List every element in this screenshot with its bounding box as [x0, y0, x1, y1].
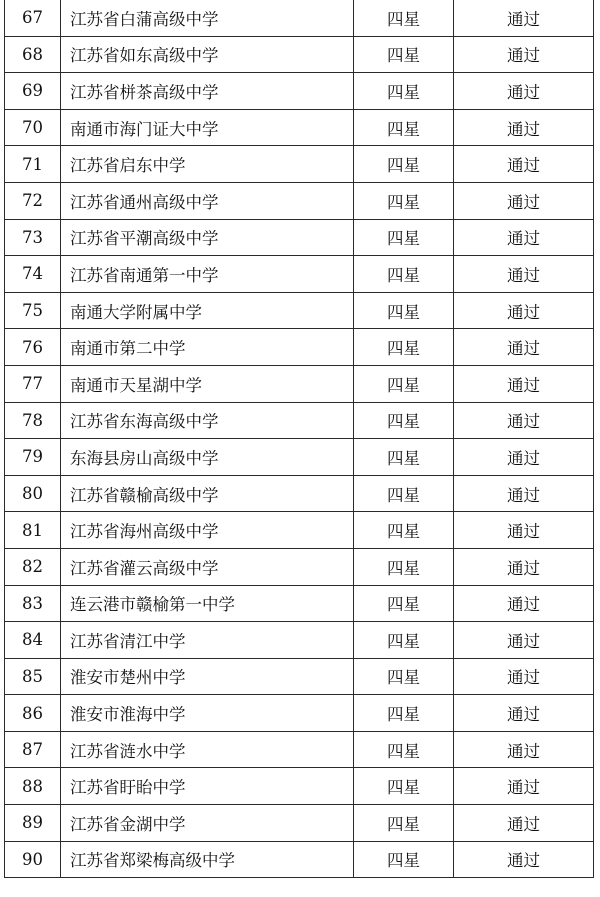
star-rating: 四星 [354, 475, 454, 512]
school-name: 南通市天星湖中学 [61, 365, 354, 402]
school-name: 江苏省通州高级中学 [61, 182, 354, 219]
evaluation-result: 通过 [454, 256, 594, 293]
row-number: 68 [5, 36, 61, 73]
row-number: 78 [5, 402, 61, 439]
table-row [5, 548, 594, 585]
table-row [5, 658, 594, 695]
table-row [5, 329, 594, 366]
table-row [5, 256, 594, 293]
table-row [5, 109, 594, 146]
evaluation-result: 通过 [454, 182, 594, 219]
row-number: 70 [5, 109, 61, 146]
school-name: 东海县房山高级中学 [61, 439, 354, 476]
table-row [5, 805, 594, 842]
row-number: 87 [5, 731, 61, 768]
star-rating: 四星 [354, 329, 454, 366]
row-number: 69 [5, 73, 61, 110]
evaluation-result: 通过 [454, 768, 594, 805]
star-rating: 四星 [354, 0, 454, 36]
star-rating: 四星 [354, 695, 454, 732]
table-row [5, 73, 594, 110]
table-row [5, 182, 594, 219]
table-row [5, 512, 594, 549]
school-name: 南通市第二中学 [61, 329, 354, 366]
school-name: 淮安市淮海中学 [61, 695, 354, 732]
school-evaluation-table [4, 0, 594, 878]
star-rating: 四星 [354, 439, 454, 476]
star-rating: 四星 [354, 622, 454, 659]
table-row [5, 731, 594, 768]
school-name: 江苏省清江中学 [61, 622, 354, 659]
evaluation-result: 通过 [454, 36, 594, 73]
row-number: 79 [5, 439, 61, 476]
table-row [5, 402, 594, 439]
star-rating: 四星 [354, 585, 454, 622]
school-name: 淮安市楚州中学 [61, 658, 354, 695]
star-rating: 四星 [354, 365, 454, 402]
row-number: 82 [5, 548, 61, 585]
star-rating: 四星 [354, 109, 454, 146]
evaluation-result: 通过 [454, 219, 594, 256]
school-name: 连云港市赣榆第一中学 [61, 585, 354, 622]
evaluation-result: 通过 [454, 109, 594, 146]
school-name: 江苏省白蒲高级中学 [61, 0, 354, 36]
star-rating: 四星 [354, 512, 454, 549]
star-rating: 四星 [354, 182, 454, 219]
evaluation-result: 通过 [454, 292, 594, 329]
school-name: 江苏省平潮高级中学 [61, 219, 354, 256]
table-row [5, 841, 594, 878]
evaluation-result: 通过 [454, 731, 594, 768]
school-name: 江苏省南通第一中学 [61, 256, 354, 293]
row-number: 76 [5, 329, 61, 366]
table-row [5, 36, 594, 73]
school-name: 江苏省金湖中学 [61, 805, 354, 842]
row-number: 71 [5, 146, 61, 183]
evaluation-result: 通过 [454, 658, 594, 695]
school-name: 江苏省栟茶高级中学 [61, 73, 354, 110]
star-rating: 四星 [354, 256, 454, 293]
school-name: 江苏省郑梁梅高级中学 [61, 841, 354, 878]
row-number: 83 [5, 585, 61, 622]
table-row [5, 0, 594, 36]
table-body [5, 0, 594, 878]
evaluation-result: 通过 [454, 548, 594, 585]
row-number: 88 [5, 768, 61, 805]
evaluation-result: 通过 [454, 439, 594, 476]
table-row [5, 439, 594, 476]
evaluation-result: 通过 [454, 841, 594, 878]
star-rating: 四星 [354, 805, 454, 842]
school-name: 江苏省灌云高级中学 [61, 548, 354, 585]
school-name: 江苏省海州高级中学 [61, 512, 354, 549]
row-number: 81 [5, 512, 61, 549]
school-name: 江苏省启东中学 [61, 146, 354, 183]
row-number: 67 [5, 0, 61, 36]
evaluation-result: 通过 [454, 402, 594, 439]
star-rating: 四星 [354, 73, 454, 110]
school-name: 江苏省东海高级中学 [61, 402, 354, 439]
table-row [5, 768, 594, 805]
evaluation-result: 通过 [454, 329, 594, 366]
row-number: 73 [5, 219, 61, 256]
table-row [5, 219, 594, 256]
evaluation-result: 通过 [454, 695, 594, 732]
row-number: 72 [5, 182, 61, 219]
row-number: 90 [5, 841, 61, 878]
table-row [5, 622, 594, 659]
star-rating: 四星 [354, 292, 454, 329]
evaluation-result: 通过 [454, 365, 594, 402]
evaluation-result: 通过 [454, 622, 594, 659]
school-name: 南通大学附属中学 [61, 292, 354, 329]
star-rating: 四星 [354, 402, 454, 439]
table-row [5, 292, 594, 329]
evaluation-result: 通过 [454, 0, 594, 36]
school-name: 江苏省如东高级中学 [61, 36, 354, 73]
evaluation-result: 通过 [454, 805, 594, 842]
row-number: 80 [5, 475, 61, 512]
star-rating: 四星 [354, 731, 454, 768]
table-row [5, 585, 594, 622]
table-row [5, 365, 594, 402]
star-rating: 四星 [354, 36, 454, 73]
school-name: 南通市海门证大中学 [61, 109, 354, 146]
row-number: 77 [5, 365, 61, 402]
school-name: 江苏省涟水中学 [61, 731, 354, 768]
school-name: 江苏省盱眙中学 [61, 768, 354, 805]
row-number: 84 [5, 622, 61, 659]
evaluation-result: 通过 [454, 585, 594, 622]
star-rating: 四星 [354, 219, 454, 256]
row-number: 86 [5, 695, 61, 732]
evaluation-result: 通过 [454, 512, 594, 549]
evaluation-result: 通过 [454, 146, 594, 183]
star-rating: 四星 [354, 841, 454, 878]
table-row [5, 475, 594, 512]
row-number: 85 [5, 658, 61, 695]
star-rating: 四星 [354, 768, 454, 805]
row-number: 75 [5, 292, 61, 329]
school-name: 江苏省赣榆高级中学 [61, 475, 354, 512]
star-rating: 四星 [354, 658, 454, 695]
star-rating: 四星 [354, 146, 454, 183]
evaluation-result: 通过 [454, 73, 594, 110]
row-number: 89 [5, 805, 61, 842]
evaluation-result: 通过 [454, 475, 594, 512]
table-row [5, 146, 594, 183]
row-number: 74 [5, 256, 61, 293]
table-row [5, 695, 594, 732]
star-rating: 四星 [354, 548, 454, 585]
